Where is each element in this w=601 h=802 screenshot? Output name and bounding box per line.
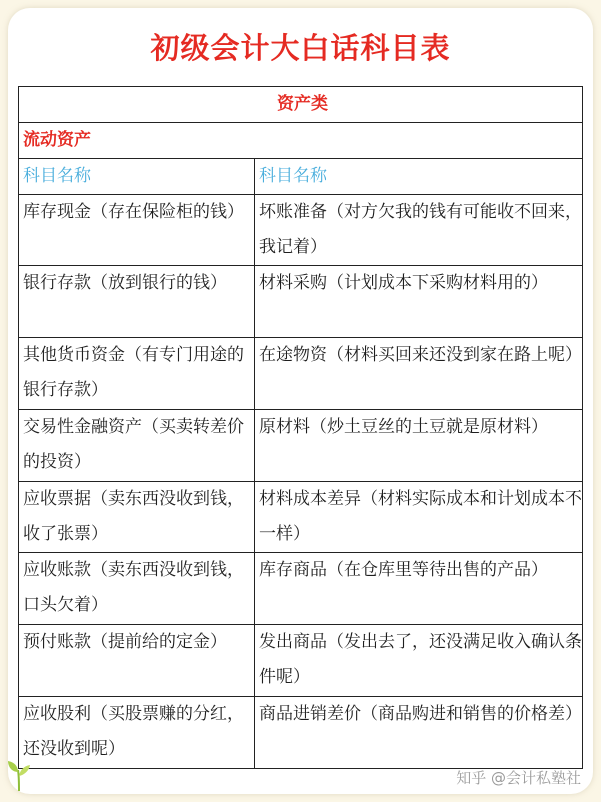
column-header-left: 科目名称 (19, 159, 255, 195)
watermark: 知乎 @会计私塾社 (456, 769, 581, 787)
table-cell: 发出商品（发出去了，还没满足收入确认条件呢） (255, 625, 583, 697)
table-cell: 库存商品（在仓库里等待出售的产品） (255, 553, 583, 625)
table-cell: 银行存款（放到银行的钱） (19, 266, 255, 338)
table-cell: 其他货币资金（有专门用途的银行存款） (19, 338, 255, 410)
table-cell: 坏账准备（对方欠我的钱有可能收不回来，我记着） (255, 195, 583, 266)
table-cell: 在途物资（材料买回来还没到家在路上呢） (255, 338, 583, 410)
table-row (19, 625, 583, 697)
table-cell: 应收票据（卖东西没收到钱，收了张票） (19, 482, 255, 553)
subsection-heading: 流动资产 (19, 123, 583, 159)
column-header-row (19, 159, 583, 195)
table-cell: 应收股利（买股票赚的分红，还没收到呢） (19, 697, 255, 769)
table-cell: 原材料（炒土豆丝的土豆就是原材料） (255, 410, 583, 482)
table-row (19, 195, 583, 266)
sprout-icon (6, 756, 32, 792)
table-cell: 材料成本差异（材料实际成本和计划成本不一样） (255, 482, 583, 553)
table-row (19, 553, 583, 625)
table-row (19, 482, 583, 553)
table-cell: 交易性金融资产（买卖转差价的投资） (19, 410, 255, 482)
table-cell: 库存现金（存在保险柜的钱） (19, 195, 255, 266)
section-row (19, 87, 583, 123)
column-header-right: 科目名称 (255, 159, 583, 195)
page-title: 初级会计大白话科目表 (150, 31, 451, 65)
section-heading: 资产类 (19, 87, 583, 123)
table-row (19, 410, 583, 482)
subsection-row (19, 123, 583, 159)
table-cell: 预付账款（提前给的定金） (19, 625, 255, 697)
table-row (19, 338, 583, 410)
subjects-table (18, 86, 583, 769)
table-row (19, 266, 583, 338)
table-cell: 商品进销差价（商品购进和销售的价格差） (255, 697, 583, 769)
table-row (19, 697, 583, 769)
table-cell: 材料采购（计划成本下采购材料用的） (255, 266, 583, 338)
table-cell: 应收账款（卖东西没收到钱，口头欠着） (19, 553, 255, 625)
